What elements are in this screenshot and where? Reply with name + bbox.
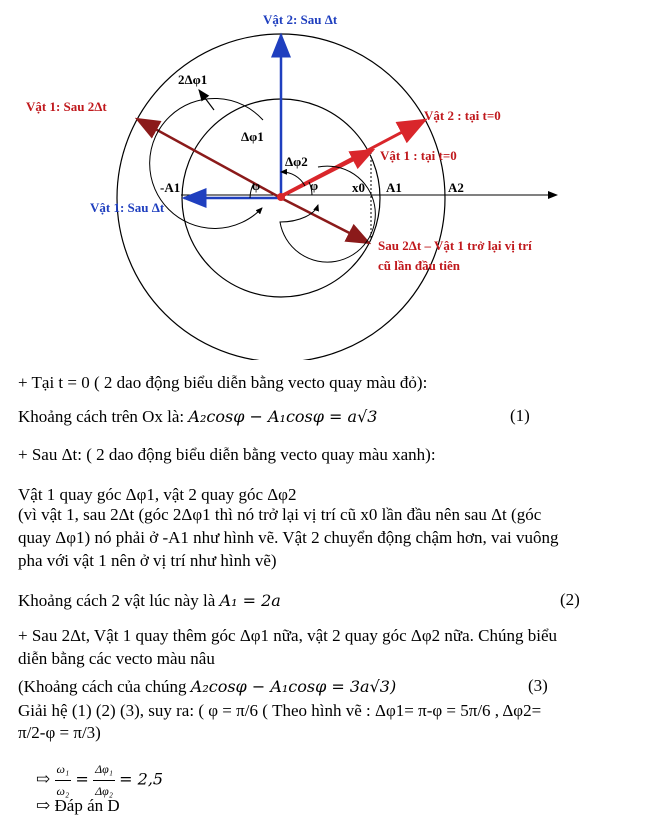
text-line-6: quay Δφ1) nó phải ở -A1 như hình vẽ. Vật 2 chuyển động chậm hơn, vai vuông: [18, 528, 559, 547]
phasor-diagram: [0, 0, 652, 360]
equation-2-number: (2): [560, 590, 580, 609]
label-a2: A2: [448, 180, 464, 195]
arrow-icon: ⇨: [36, 769, 51, 789]
label-v2-after-dt: Vật 2: Sau Δt: [263, 12, 338, 27]
text-line-8-prefix: Khoảng cách 2 vật lúc này là: [18, 591, 220, 610]
label-phi-right: φ: [310, 178, 319, 193]
frac-dphi-num: Δφ₁: [93, 759, 115, 781]
text-line-3: + Sau Δt: ( 2 dao động biểu diễn bằng vecto quay màu xanh):: [18, 445, 436, 464]
equation-1-number: (1): [510, 406, 530, 425]
text-line-12: Giải hệ (1) (2) (3), suy ra: ( φ = π/6 ( Theo hình vẽ : Δφ1= π-φ = 5π/6 , Δφ2=: [18, 701, 542, 720]
text-line-4: Vật 1 quay góc Δφ1, vật 2 quay góc Δφ2: [18, 485, 297, 504]
text-line-7: pha với vật 1 nên ở vị trí như hình vẽ): [18, 551, 277, 570]
text-line-5: (vì vật 1, sau 2Δt (góc 2Δφ1 thì nó trở lại vị trí cũ x0 lần đầu nên sau Δt (góc: [18, 505, 542, 524]
arrow-icon: ⇨: [36, 796, 51, 815]
label-v1-t0: Vật 1 : tại t=0: [380, 148, 457, 163]
text-line-2: [18, 406, 377, 427]
label-x0: x0: [352, 180, 365, 195]
label-two-dphi1: 2Δφ1: [178, 72, 208, 87]
label-neg-a1: -A1: [160, 180, 181, 195]
arc-delta-phi1: [150, 98, 263, 228]
text-line-10: diễn bằng các vecto màu nâu: [18, 649, 215, 668]
label-dphi2: Δφ2: [285, 154, 308, 169]
answer-text: Đáp án D: [54, 796, 120, 815]
equation-2: A₁ = 2a: [219, 591, 281, 610]
label-return-1: Sau 2Δt – Vật 1 trở lại vị trí: [378, 238, 532, 253]
text-line-1: + Tại t = 0 ( 2 dao động biểu diễn bằng vecto quay màu đỏ):: [18, 373, 428, 392]
result-value: = 2,5: [119, 769, 164, 789]
text-line-9: + Sau 2Δt, Vật 1 quay thêm góc Δφ1 nữa, vật 2 quay góc Δφ2 nữa. Chúng biểu: [18, 626, 558, 645]
text-line-11: [18, 676, 396, 697]
label-a1: A1: [386, 180, 402, 195]
frac-omega-den: ω₂: [56, 784, 70, 798]
label-return-2: cũ lần đầu tiên: [378, 258, 460, 273]
text-line-2-prefix: Khoảng cách trên Ox là:: [18, 407, 189, 426]
label-v2-t0: Vật 2 : tại t=0: [424, 108, 501, 123]
label-v1-after-2dt: Vật 1: Sau 2Δt: [26, 99, 107, 114]
text-line-8: [18, 590, 281, 611]
result-line: ⇨ $\frac{\text{ω₁}}{\text{ω₂}}$ = $\frac{\text{Δφ₁}}{\text{Δφ₂}}$ = 2,5: [36, 759, 163, 802]
label-phi-left: φ: [252, 178, 261, 193]
equation-3-number: (3): [528, 676, 548, 695]
frac-omega-num: ω₁: [55, 759, 72, 781]
origin-point: [277, 193, 285, 201]
frac-dphi-den: Δφ₂: [95, 784, 113, 798]
text-line-13: π/2-φ = π/3): [18, 723, 101, 742]
equation-1: A₂cosφ − A₁cosφ = a√3: [188, 407, 378, 426]
label-dphi1: Δφ1: [241, 129, 264, 144]
label-v1-after-dt: Vật 1: Sau Δt: [90, 200, 165, 215]
answer-line: [36, 795, 120, 816]
equation-3: A₂cosφ − A₁cosφ = 3a√3): [190, 677, 397, 696]
text-line-11-prefix: (Khoảng cách của chúng: [18, 677, 191, 696]
